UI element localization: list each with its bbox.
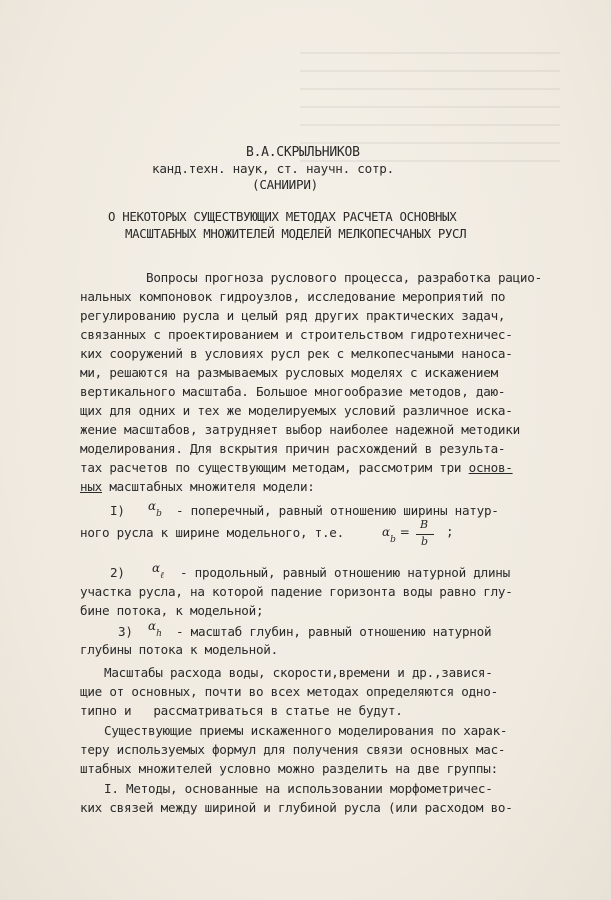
subscript-h: h <box>156 629 162 639</box>
item2-text: - продольный, равный отношению натурной длины <box>180 565 510 580</box>
p1-line-12 <box>80 480 315 494</box>
alpha-glyph-3: α <box>148 619 157 633</box>
p1-line-11-text: тах расчетов по существующим методам, рассмотрим три <box>80 460 469 475</box>
p1-line-11 <box>80 461 513 475</box>
article-title-line-2: МАСШТАБНЫХ МНОЖИТЕЛЕЙ МОДЕЛЕЙ МЕЛКОПЕСЧАНЫХ РУСЛ <box>125 226 467 241</box>
alpha-glyph: α <box>148 499 157 513</box>
p1-line-5: ких сооружений в условиях русл рек с мелкопесчаными наноса- <box>80 346 513 361</box>
alpha-b-symbol <box>148 499 162 519</box>
item3-continuation: глубины потока к модельной. <box>80 642 278 657</box>
author-degree: канд.техн. наук, ст. научн. сотр. <box>152 161 394 176</box>
p1-line-1: Вопросы прогноза руслового процесса, разработка рацио- <box>146 270 542 285</box>
item3-text: - масштаб глубин, равный отношению натурной <box>176 624 492 639</box>
p2-line-1: Масштабы расхода воды, скорости,времени и др.,завися- <box>104 665 493 680</box>
p1-line-10: моделирования. Для вскрытия причин расхождений в результа- <box>80 441 506 456</box>
p1-line-2: нальных компоновок гидроузлов, исследование мероприятий по <box>80 289 506 304</box>
item1-semicolon: ; <box>446 524 454 539</box>
alpha-glyph-2: α <box>152 561 161 575</box>
fraction-B-over-b <box>414 518 438 550</box>
p1-line-7: вертикального масштаба. Большое многообразие методов, даю- <box>80 384 506 399</box>
p2-line-2: щие от основных, почти во всех методах определяются одно- <box>80 684 498 699</box>
item3-number: 3) <box>118 624 133 639</box>
subscript-b-eq: b <box>390 535 396 545</box>
p1-line-12-text: масштабных множителя модели: <box>102 479 315 494</box>
item2-continuation-1: участка русла, на которой падение горизонта воды равно глу- <box>80 584 513 599</box>
fraction-numerator: B <box>420 518 429 531</box>
underlined-word-part-1: основ- <box>468 460 513 475</box>
p2-line-3: типно и рассматриваться в статье не будут. <box>80 703 403 718</box>
item1-number: I) <box>110 503 125 518</box>
p1-line-9: жение масштабов, затрудняет выбор наиболее надежной методики <box>80 422 520 437</box>
alpha-b-symbol-eq: $\alpha_b$ = <box>382 525 410 545</box>
p1-line-3: регулированию русла и целый ряд других практических задач, <box>80 308 506 323</box>
p3-line-2: теру используемых формул для получения связи основных мас- <box>80 742 506 757</box>
p3-line-1: Существующие приемы искаженного моделирования по харак- <box>104 723 508 738</box>
p1-line-6: ми, решаются на размываемых русловых моделях с искажением <box>80 365 498 380</box>
p1-line-8: щих для одних и тех же моделируемых условий различное иска- <box>80 403 513 418</box>
alpha-l-symbol <box>152 561 164 581</box>
subscript-l: ℓ <box>160 571 164 581</box>
p4-line-1: I. Методы, основанные на использовании морфометричес- <box>104 781 493 796</box>
underlined-word-part-2: ных <box>80 479 102 494</box>
alpha-glyph-eq: α <box>382 525 391 539</box>
item1-text: - поперечный, равный отношению ширины натур- <box>176 503 499 518</box>
author-name: В.А.СКРЫЛЬНИКОВ <box>246 145 360 160</box>
p3-line-3: штабных множителей условно можно разделить на две группы: <box>80 761 498 776</box>
alpha-h-symbol <box>148 619 162 639</box>
article-title-line-1: О НЕКОТОРЫХ СУЩЕСТВУЮЩИХ МЕТОДАХ РАСЧЕТА ОСНОВНЫХ <box>108 209 457 224</box>
author-org: (САНИИРИ) <box>252 177 318 192</box>
item2-continuation-2: бине потока, к модельной; <box>80 603 264 618</box>
item1-continuation: ного русла к ширине модельного, т.е. <box>80 525 344 540</box>
p4-line-2: ких связей между шириной и глубиной русла (или расходом во- <box>80 800 513 815</box>
item2-number: 2) <box>110 565 125 580</box>
fraction-denominator: b <box>421 535 429 548</box>
p1-line-4: связанных с проектированием и строительством гидротехничес- <box>80 327 513 342</box>
subscript-b: b <box>156 509 162 519</box>
